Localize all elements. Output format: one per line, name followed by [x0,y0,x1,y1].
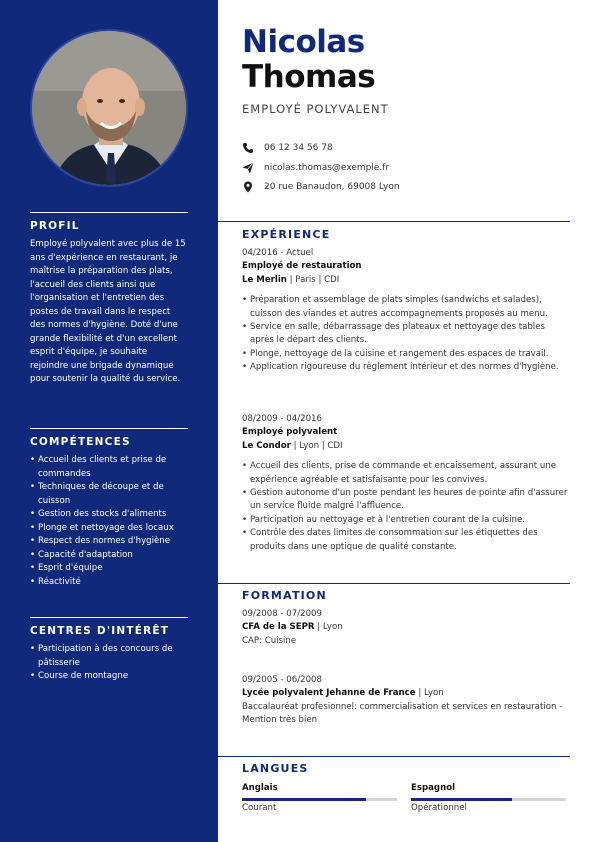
language-item [411,783,566,813]
education-title: FORMATION [242,589,327,602]
experience-entry [242,413,570,554]
entry-bullet: • Participation au nettoyage et à l'entretien courant de la cuisine. [242,514,570,527]
skill-item: • Réactivité [30,576,188,590]
entry-role: Employé polyvalent [242,427,338,438]
language-level: Courant [242,803,277,813]
profile-text: Employé polyvalent avec plus de 15 ans d'expérience en restaurant, je maîtrise la préparation des plats, l'accueil des clients ainsi que l'organisation et l'entretien des postes de travail dans le respect des normes d'hygiène. Doté d'une grande flexibilité et d'un excellent esprit d'équipe, je souhaite rejoindre une brigade dynamique pour soutenir la qualité du service. [30,239,186,384]
entry-diploma: CAP: Cuisine [242,635,297,646]
profile-photo [30,29,188,187]
entry-dates: 04/2016 - Actuel [242,248,314,258]
entry-details: | Lyon [415,688,444,699]
language-name: Anglais [242,783,278,793]
phone-text: 06 12 34 56 78 [264,143,333,153]
skill-item: • Plonge et nettoyage des locaux [30,522,188,536]
address-text: 20 rue Banaudon, 69008 Lyon [264,182,400,192]
skill-item: • Respect des normes d'hygiène [30,535,188,549]
entry-details: | Lyon | CDI [290,440,343,451]
entry-bullet: • Accueil des clients, prise de commande et encaissement, assurant une expérience agréable et satisfaisante pour les convives. [242,460,570,487]
divider [218,583,570,584]
entry-dates: 09/2005 - 06/2008 [242,675,322,685]
divider [218,756,570,757]
interests-title: CENTRES D'INTÉRÊT [30,625,170,637]
entry-school-line [242,621,570,634]
languages-title: LANGUES [242,762,309,775]
entry-bullets [242,294,570,374]
skills-list [30,454,188,589]
entry-bullet: • Service en salle, débarrassage des plateaux et nettoyage des tables après le départ des clients. [242,321,570,348]
skill-item: • Gestion des stocks d'aliments [30,508,188,522]
entry-school: CFA de la SEPR [242,622,315,633]
language-bar-fill [242,798,366,801]
entry-company-line [242,440,570,453]
divider [218,221,570,222]
profile-title: PROFIL [30,220,80,232]
entry-details: | Lyon [314,622,343,633]
contact-email[interactable] [242,162,389,174]
send-icon [242,162,254,174]
entry-bullet: • Contrôle des dates limites de consommation sur les étiquettes des produits dans une optique de qualité constante. [242,527,570,554]
contact-phone[interactable] [242,142,333,154]
entry-bullet: • Gestion autonome d'un poste pendant les heures de pointe afin d'assurer un service fluide malgré l'affluence. [242,487,570,514]
interest-item: • Course de montagne [30,670,188,684]
entry-bullets [242,460,570,554]
contact-address [242,181,400,193]
location-pin-icon [242,181,254,193]
language-level: Opérationnel [411,803,467,813]
language-name: Espagnol [411,783,456,793]
language-bar [411,798,566,801]
experience-title: EXPÉRIENCE [242,228,331,241]
first-name: Nicolas [242,24,365,60]
interest-item: • Participation à des concours de pâtisserie [30,643,188,670]
skills-section [30,428,188,589]
entry-dates: 09/2008 - 07/2009 [242,609,322,619]
interests-section [30,617,188,684]
entry-bullet: • Plonge, nettoyage de la cuisine et rangement des espaces de travail. [242,348,570,361]
sidebar [0,0,218,842]
skill-item: • Techniques de découpe et de cuisson [30,481,188,508]
email-text: nicolas.thomas@exemple.fr [264,163,390,173]
skills-title: COMPÉTENCES [30,436,131,448]
language-bar-fill [411,798,512,801]
job-title: EMPLOYÉ POLYVALENT [242,102,389,116]
entry-company: Le Condor [242,440,291,451]
phone-icon [242,142,254,154]
education-entry [242,608,570,648]
entry-role: Employé de restauration [242,261,362,272]
language-bar [242,798,397,801]
entry-school-line [242,687,570,700]
profile-section [30,212,188,387]
experience-entry [242,247,570,375]
skill-item: • Accueil des clients et prise de commandes [30,454,188,481]
entry-bullet: • Préparation et assemblage de plats simples (sandwichs et salades), cuisson des viandes et autres accompagnements proposés au menu. [242,294,570,321]
entry-school: Lycée polyvalent Jehanne de France [242,688,416,699]
interests-list [30,643,188,684]
entry-diploma: Baccalauréat profesionnel: commercialisation et services en restauration - Mention très bien [242,701,563,726]
entry-details: | Paris | CDI [286,274,340,285]
skill-item: • Capacité d'adaptation [30,549,188,563]
entry-company: Le Merlin [242,274,287,285]
education-entry [242,674,570,728]
entry-company-line [242,274,570,287]
skill-item: • Esprit d'équipe [30,562,188,576]
language-item [242,783,397,813]
entry-bullet: • Application rigoureuse du règlement intérieur et des normes d'hygiène. [242,361,570,374]
entry-dates: 08/2009 - 04/2016 [242,414,322,424]
last-name: Thomas [242,59,376,95]
